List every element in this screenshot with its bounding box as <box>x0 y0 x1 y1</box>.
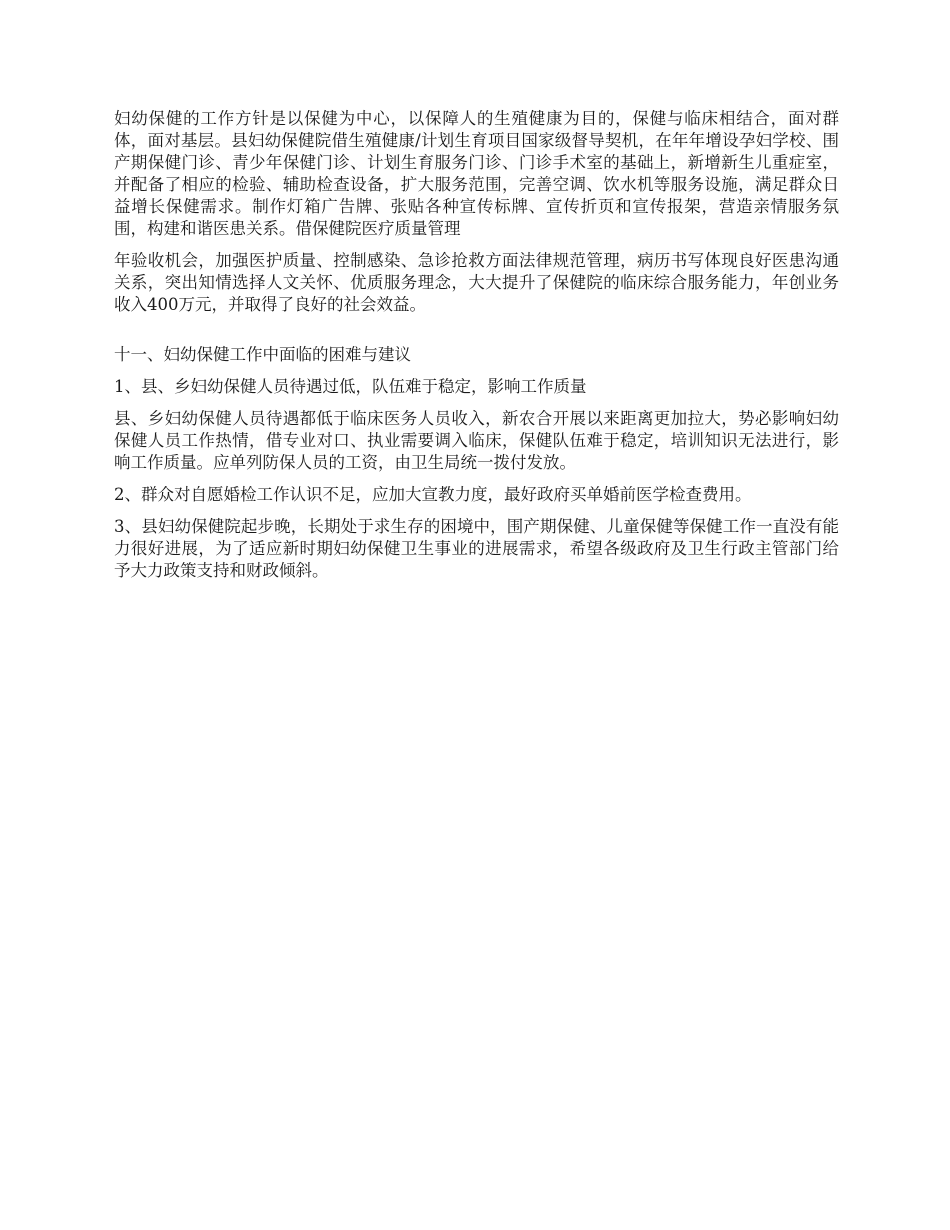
item-heading-1: 1、县、乡妇幼保健人员待遇过低，队伍难于稳定，影响工作质量 <box>114 377 587 396</box>
paragraph-work-policy: 妇幼保健的工作方针是以保健为中心，以保障人的生殖健康为目的，保健与临床相结合，面对群体，面对基层。县妇幼保健院借生殖健康/计划生育项目国家级督导契机，在年年增设孕妇学校、围产期保健门诊、青少年保健门诊、计划生育服务门诊、门诊手术室的基础上，新增新生儿重症室，并配备了相应的检验、辅助检查设备，扩大服务范围，完善空调、饮水机等服务设施，满足群众日益增长保健需求。制作灯箱广告牌、张贴各种宣传标牌、宣传折页和宣传报架，营造亲情服务氛围，构建和谐医患关系。借保健院医疗质量管理 <box>114 109 839 238</box>
paragraph-acceptance: 年验收机会，加强医护质量、控制感染、急诊抢救方面法律规范管理，病历书写体现良好医患沟通关系，突出知情选择人文关怀、优质服务理念，大大提升了保健院的临床综合服务能力，年创业务收入400万元，并取得了良好的社会效益。 <box>114 251 839 314</box>
paragraph-item-1-detail: 县、乡妇幼保健人员待遇都低于临床医务人员收入，新农合开展以来距离更加拉大，势必影响妇幼保健人员工作热情，借专业对口、执业需要调入临床，保健队伍难于稳定，培训知识无法进行，影响工作质量。应单列防保人员的工资，由卫生局统一拨付发放。 <box>114 409 839 472</box>
section-heading-difficulties: 十一、妇幼保健工作中面临的困难与建议 <box>114 345 411 364</box>
item-3: 3、县妇幼保健院起步晚，长期处于求生存的困境中，围产期保健、儿童保健等保健工作一直没有能力很好进展，为了适应新时期妇幼保健卫生事业的进展需求，希望各级政府及卫生行政主管部门给予大力政策支持和财政倾斜。 <box>114 517 839 580</box>
item-2: 2、群众对自愿婚检工作认识不足，应加大宣教力度，最好政府买单婚前医学检查费用。 <box>114 485 752 504</box>
document-body <box>114 108 839 592</box>
